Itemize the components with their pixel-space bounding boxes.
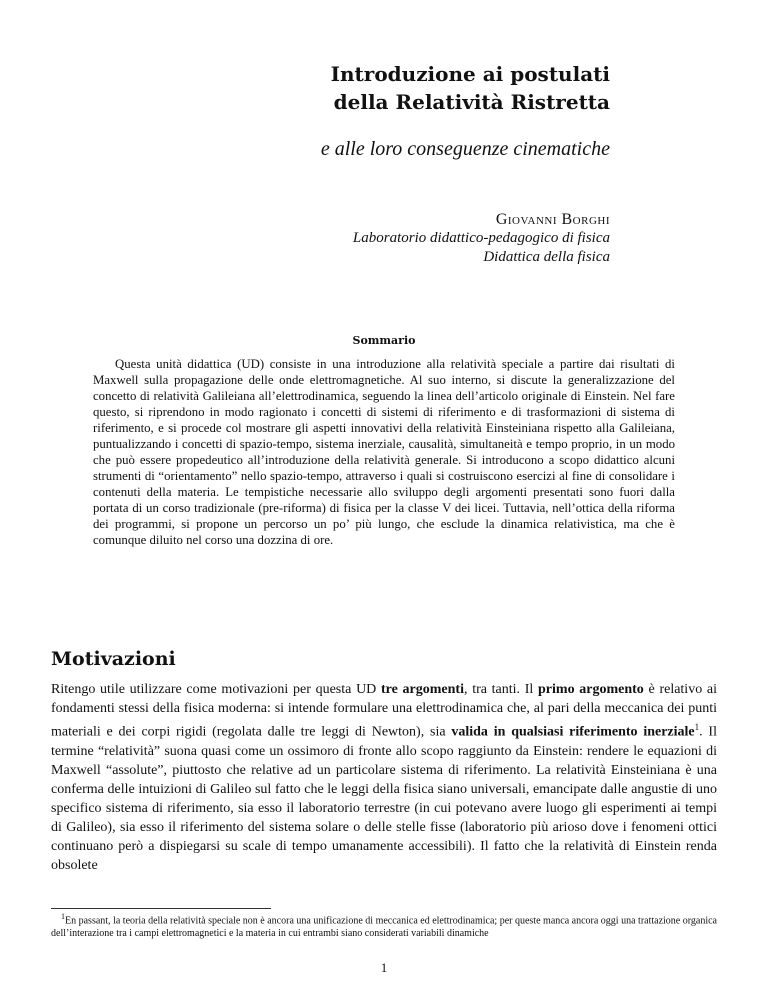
author-block: [353, 210, 610, 267]
section-heading: Motivazioni: [51, 648, 176, 670]
footnote-reference[interactable]: 1: [694, 722, 700, 732]
paper-subtitle: e alle loro conseguenze cinematiche: [320, 138, 610, 160]
footnote-divider: [51, 908, 271, 909]
title-line-2: della Relatività Ristretta: [333, 90, 610, 114]
body-text-run: . Il termine “relatività” suona quasi come un ossimoro di fronte allo scopo raggiunto da Einstein: rendere le equazioni di Maxwell “assolute”, piuttosto che relative ad un particolare sistema di riferimento. La relatività Einsteiniana è una conferma delle intuizioni di Galileo sul fatto che le leggi della fisica siano universali, emancipate dalle angustie di uno specifico sistema di riferimento, sia esso il laboratorio terrestre (in cui potevano avere luogo gli esperimenti ai tempi di Galileo), sia esso il riferimento del sistema solare o delle stelle fisse (laboratorio più arioso dove i fenomeni ottici continuano però a dispiegarsi su scale di tempo umanamente accessibili). Il fatto che la relatività di Einstein renda obsolete: [51, 724, 717, 873]
footnote: [51, 911, 717, 940]
title-line-1: Introduzione ai postulati: [330, 62, 610, 86]
abstract-text: Questa unità didattica (UD) consiste in una introduzione alla relatività speciale a partire dai risultati di Maxwell sulla propagazione delle onde elettromagnetiche. Al suo interno, si discute la generalizzazione del concetto di relatività Galileiana all’elettrodinamica, seguendo la linea dell’articolo originale di Einstein. Nel fare questo, si riprendono in modo ragionato i concetti di sistemi di riferimento e di trasformazioni di sistema di riferimento, e si procede col mostrare gli aspetti innovativi della relatività Einsteiniana rispetto alla Galileiana, puntualizzando i concetti di spazio-tempo, sistema inerziale, causalità, simultaneità e tempo proprio, in un modo che può essere propedeutico all’introduzione della relatività generale. Si introducono a scopo didattico alcuni strumenti di “orientamento” nello spazio-tempo, attraverso i quali si costruiscono esercizi al fine di consolidare i contenuti della materia. Le tempistiche necessarie allo sviluppo degli argomenti presentati sono fuori dalla portata di un corso tradizionale (pre-riforma) di fisica per la classe V dei licei. Tuttavia, nell’ottica della riforma dei programmi, si propone un percorso un po’ più lungo, che esclude la dinamica relativistica, ma che è comunque diluito nel corso una dozzina di ore.: [93, 357, 675, 547]
emphasis-primo-argomento: primo argomento: [538, 682, 644, 697]
affiliation-line-1: Laboratorio didattico-pedagogico di fisica: [352, 230, 610, 246]
emphasis-tre-argomenti: tre argomenti: [381, 682, 464, 697]
abstract-heading: Sommario: [352, 334, 416, 347]
paper-title: [331, 60, 610, 116]
body-text-run: , tra tanti. Il: [463, 682, 539, 697]
author-name: Giovanni Borghi: [495, 211, 610, 228]
body-text-run: è relativo ai fondamenti stessi della fisica moderna: si intende formulare una elettrodinamica che, al pari della meccanica dei punti materiali e dei corpi rigidi (regolata dalle tre leggi di Newton), sia: [51, 682, 718, 740]
body-text-run: Ritengo utile utilizzare come motivazioni per questa UD: [51, 682, 381, 697]
body-paragraph: [51, 680, 717, 875]
affiliation-line-2: Didattica della fisica: [483, 249, 610, 265]
page-number: 1: [380, 960, 388, 975]
footnote-text: En passant, la teoria della relatività speciale non è ancora una unificazione di meccanica ed elettrodinamica; per queste manca ancora oggi una trattazione organica dell’interazione tra i campi elettromagnetici e la materia in cui entrambi siano considerati variabili dinamiche: [51, 915, 717, 939]
emphasis-riferimento-inerziale: valida in qualsiasi riferimento inerziale: [451, 724, 695, 740]
footnote-mark: 1: [61, 912, 65, 921]
